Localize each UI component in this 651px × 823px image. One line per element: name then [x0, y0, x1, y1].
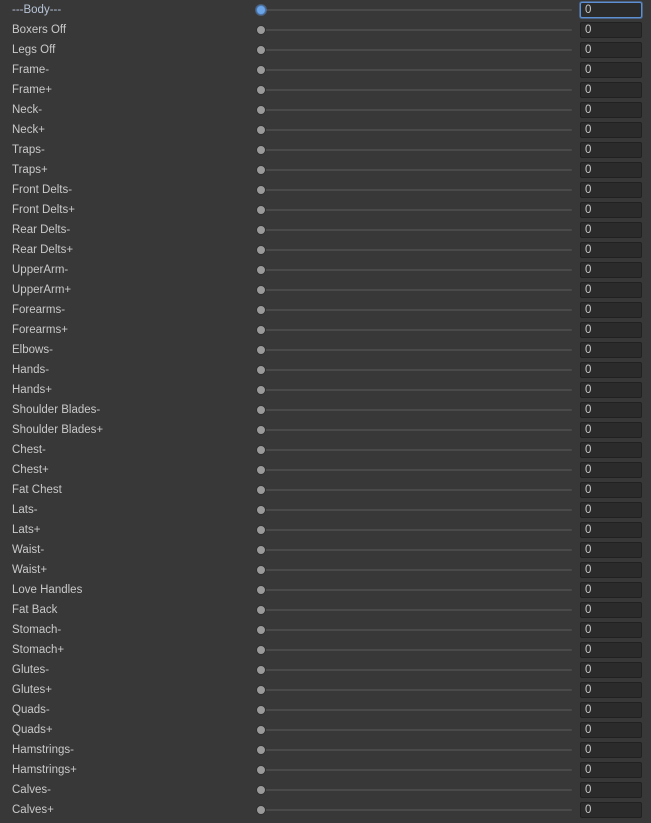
morph-slider[interactable]	[248, 560, 578, 580]
morph-row	[0, 60, 651, 80]
slider-track[interactable]	[260, 249, 572, 251]
morph-row	[0, 40, 651, 60]
morph-value-input[interactable]: 0	[580, 142, 642, 158]
morph-value-input[interactable]: 0	[580, 622, 642, 638]
morph-label: Quads-	[12, 704, 50, 716]
slider-track[interactable]	[260, 629, 572, 631]
morph-label: Rear Delts-	[12, 224, 71, 236]
morph-slider[interactable]	[248, 20, 578, 40]
slider-track[interactable]	[260, 769, 572, 771]
slider-track[interactable]	[260, 529, 572, 531]
morph-value-input[interactable]: 0	[580, 62, 642, 78]
morph-row	[0, 180, 651, 200]
slider-track[interactable]	[260, 69, 572, 71]
slider-track[interactable]	[260, 749, 572, 751]
morph-label: Quads+	[12, 724, 53, 736]
morph-value-input[interactable]: 0	[580, 682, 642, 698]
slider-knob[interactable]	[256, 225, 266, 235]
morph-slider[interactable]	[248, 440, 578, 460]
morph-row	[0, 300, 651, 320]
morph-value-input[interactable]: 0	[580, 102, 642, 118]
slider-knob[interactable]	[256, 745, 266, 755]
morph-value-input[interactable]: 0	[580, 642, 642, 658]
morph-slider[interactable]	[248, 300, 578, 320]
morph-slider[interactable]	[248, 760, 578, 780]
slider-knob[interactable]	[256, 305, 266, 315]
morph-row	[0, 280, 651, 300]
morph-row	[0, 680, 651, 700]
morph-slider[interactable]	[248, 240, 578, 260]
morph-label: Chest+	[12, 464, 49, 476]
morph-value-input[interactable]: 0	[580, 382, 642, 398]
morph-label: Waist-	[12, 544, 45, 556]
morph-label: Shoulder Blades+	[12, 424, 104, 436]
morph-value-input[interactable]: 0	[580, 762, 642, 778]
morph-label: Traps+	[12, 164, 48, 176]
morph-label: Rear Delts+	[12, 244, 74, 256]
morph-row	[0, 500, 651, 520]
morph-row	[0, 700, 651, 720]
morph-row	[0, 200, 651, 220]
slider-track[interactable]	[260, 329, 572, 331]
morph-label: Boxers Off	[12, 24, 67, 36]
morph-value-input[interactable]: 0	[580, 262, 642, 278]
morph-label: UpperArm+	[12, 284, 72, 296]
morph-value-input[interactable]: 0	[580, 342, 642, 358]
slider-knob[interactable]	[256, 705, 266, 715]
morph-row	[0, 460, 651, 480]
slider-track[interactable]	[260, 449, 572, 451]
morph-label: Fat Back	[12, 604, 58, 616]
slider-knob[interactable]	[256, 645, 266, 655]
slider-track[interactable]	[260, 229, 572, 231]
slider-track[interactable]	[260, 489, 572, 491]
slider-track[interactable]	[260, 29, 572, 31]
morph-slider[interactable]	[248, 60, 578, 80]
morph-value-input[interactable]: 0	[580, 182, 642, 198]
slider-track[interactable]	[260, 369, 572, 371]
slider-track[interactable]	[260, 149, 572, 151]
morph-value-input[interactable]: 0	[580, 282, 642, 298]
morph-value-input[interactable]: 0	[580, 402, 642, 418]
morph-row	[0, 780, 651, 800]
morph-slider[interactable]	[248, 400, 578, 420]
morph-label: Shoulder Blades-	[12, 404, 101, 416]
morph-slider[interactable]	[248, 420, 578, 440]
morph-label: Elbows-	[12, 344, 53, 356]
slider-knob[interactable]	[256, 425, 266, 435]
morph-value-input[interactable]: 0	[580, 662, 642, 678]
morph-slider[interactable]	[248, 700, 578, 720]
morph-row	[0, 480, 651, 500]
slider-knob[interactable]	[256, 785, 266, 795]
morph-label: Frame-	[12, 64, 50, 76]
slider-knob[interactable]	[256, 365, 266, 375]
morph-slider[interactable]	[248, 200, 578, 220]
morph-value-input[interactable]: 0	[580, 462, 642, 478]
morph-value-input[interactable]: 0	[580, 422, 642, 438]
slider-knob[interactable]	[256, 125, 266, 135]
morph-slider[interactable]	[248, 680, 578, 700]
morph-label: Chest-	[12, 444, 46, 456]
morph-label: Neck-	[12, 104, 43, 116]
morph-value-input[interactable]: 0	[580, 22, 642, 38]
slider-track[interactable]	[260, 289, 572, 291]
slider-track[interactable]	[260, 389, 572, 391]
slider-track[interactable]	[260, 49, 572, 51]
morph-row	[0, 20, 651, 40]
morph-row	[0, 580, 651, 600]
morph-slider[interactable]	[248, 800, 578, 820]
slider-track[interactable]	[260, 669, 572, 671]
morph-row	[0, 800, 651, 820]
slider-track[interactable]	[260, 649, 572, 651]
slider-track[interactable]	[260, 309, 572, 311]
slider-knob[interactable]	[256, 25, 266, 35]
morph-slider[interactable]	[248, 780, 578, 800]
slider-track[interactable]	[260, 9, 572, 11]
slider-track[interactable]	[260, 589, 572, 591]
morph-slider[interactable]	[248, 740, 578, 760]
morph-row	[0, 400, 651, 420]
slider-knob[interactable]	[256, 385, 266, 395]
slider-knob[interactable]	[256, 685, 266, 695]
morph-value-input[interactable]: 0	[580, 442, 642, 458]
morph-label: Legs Off	[12, 44, 56, 56]
slider-knob[interactable]	[256, 65, 266, 75]
morph-slider[interactable]	[248, 220, 578, 240]
morph-row	[0, 740, 651, 760]
slider-knob[interactable]	[256, 345, 266, 355]
slider-knob[interactable]	[256, 445, 266, 455]
morph-label: Neck+	[12, 124, 45, 136]
slider-track[interactable]	[260, 429, 572, 431]
morph-row	[0, 600, 651, 620]
morph-value-input[interactable]: 0	[580, 162, 642, 178]
morph-label: Calves-	[12, 784, 51, 796]
morph-slider[interactable]	[248, 140, 578, 160]
morph-row	[0, 360, 651, 380]
slider-track[interactable]	[260, 129, 572, 131]
slider-knob[interactable]	[256, 285, 266, 295]
morph-label: Front Delts-	[12, 184, 73, 196]
morph-value-input[interactable]: 0	[580, 702, 642, 718]
slider-knob[interactable]	[256, 565, 266, 575]
slider-track[interactable]	[260, 709, 572, 711]
morph-label: Traps-	[12, 144, 45, 156]
slider-knob[interactable]	[256, 485, 266, 495]
morph-label: Front Delts+	[12, 204, 75, 216]
morph-row	[0, 420, 651, 440]
morph-slider[interactable]	[248, 320, 578, 340]
morph-value-input[interactable]: 0	[580, 522, 642, 538]
morph-label: Stomach+	[12, 644, 65, 656]
morph-slider[interactable]	[248, 40, 578, 60]
morph-label: Forearms+	[12, 324, 68, 336]
morph-row	[0, 220, 651, 240]
slider-track[interactable]	[260, 469, 572, 471]
morph-row	[0, 160, 651, 180]
morph-label: Hamstrings+	[12, 764, 77, 776]
morph-slider[interactable]	[248, 380, 578, 400]
morph-value-input[interactable]: 0	[580, 322, 642, 338]
morph-value-input[interactable]: 0	[580, 482, 642, 498]
morph-slider[interactable]	[248, 640, 578, 660]
morph-slider[interactable]	[248, 360, 578, 380]
slider-track[interactable]	[260, 269, 572, 271]
morph-label: Hands-	[12, 364, 50, 376]
slider-track[interactable]	[260, 549, 572, 551]
slider-knob[interactable]	[256, 605, 266, 615]
morph-label: Love Handles	[12, 584, 83, 596]
morph-row	[0, 240, 651, 260]
slider-track[interactable]	[260, 209, 572, 211]
morph-label: Hands+	[12, 384, 52, 396]
morph-label: Stomach-	[12, 624, 62, 636]
morph-row	[0, 80, 651, 100]
morph-slider[interactable]	[248, 160, 578, 180]
slider-knob[interactable]	[256, 165, 266, 175]
morph-value-input[interactable]: 0	[580, 782, 642, 798]
slider-knob[interactable]	[256, 405, 266, 415]
morph-value-input[interactable]: 0	[580, 602, 642, 618]
morph-row	[0, 540, 651, 560]
slider-track[interactable]	[260, 169, 572, 171]
slider-knob[interactable]	[256, 185, 266, 195]
morph-slider[interactable]	[248, 620, 578, 640]
morph-label: Calves+	[12, 804, 54, 816]
morph-slider[interactable]	[248, 460, 578, 480]
morph-slider[interactable]	[248, 280, 578, 300]
slider-knob[interactable]	[256, 265, 266, 275]
morph-row	[0, 100, 651, 120]
slider-track[interactable]	[260, 689, 572, 691]
morph-label: Glutes-	[12, 664, 50, 676]
slider-knob[interactable]	[256, 465, 266, 475]
morph-value-input[interactable]: 0	[580, 362, 642, 378]
morph-value-input[interactable]: 0	[580, 42, 642, 58]
slider-knob[interactable]	[256, 585, 266, 595]
morph-label: Waist+	[12, 564, 48, 576]
slider-knob[interactable]	[256, 525, 266, 535]
slider-knob[interactable]	[256, 145, 266, 155]
morph-value-input[interactable]: 0	[580, 2, 642, 18]
slider-track[interactable]	[260, 189, 572, 191]
morph-slider[interactable]	[248, 580, 578, 600]
slider-track[interactable]	[260, 109, 572, 111]
slider-knob[interactable]	[256, 105, 266, 115]
slider-track[interactable]	[260, 569, 572, 571]
morph-row	[0, 720, 651, 740]
slider-knob[interactable]	[256, 45, 266, 55]
morph-slider[interactable]	[248, 500, 578, 520]
morph-label: ---Body---	[12, 4, 62, 16]
morph-label: Glutes+	[12, 684, 52, 696]
morph-value-input[interactable]: 0	[580, 242, 642, 258]
slider-knob[interactable]	[256, 325, 266, 335]
slider-track[interactable]	[260, 89, 572, 91]
morph-label: Fat Chest	[12, 484, 62, 496]
morph-value-input[interactable]: 0	[580, 542, 642, 558]
morph-row	[0, 320, 651, 340]
morph-slider[interactable]	[248, 260, 578, 280]
morph-label: Lats-	[12, 504, 38, 516]
morph-row	[0, 260, 651, 280]
morph-slider[interactable]	[248, 100, 578, 120]
slider-track[interactable]	[260, 349, 572, 351]
morph-row	[0, 620, 651, 640]
morph-value-input[interactable]: 0	[580, 562, 642, 578]
morph-slider[interactable]	[248, 540, 578, 560]
morph-row	[0, 340, 651, 360]
slider-track[interactable]	[260, 609, 572, 611]
morph-value-input[interactable]: 0	[580, 742, 642, 758]
morph-slider[interactable]	[248, 340, 578, 360]
morph-row	[0, 560, 651, 580]
slider-knob[interactable]	[256, 625, 266, 635]
morph-slider[interactable]	[248, 660, 578, 680]
morph-value-input[interactable]: 0	[580, 122, 642, 138]
morph-row	[0, 0, 651, 20]
morph-row	[0, 640, 651, 660]
morph-label: Lats+	[12, 524, 41, 536]
morph-slider[interactable]	[248, 520, 578, 540]
morph-value-input[interactable]: 0	[580, 202, 642, 218]
slider-knob[interactable]	[256, 505, 266, 515]
morph-slider[interactable]	[248, 0, 578, 20]
slider-knob[interactable]	[256, 765, 266, 775]
slider-knob[interactable]	[256, 85, 266, 95]
morph-row	[0, 140, 651, 160]
morph-label: Hamstrings-	[12, 744, 74, 756]
slider-track[interactable]	[260, 809, 572, 811]
morph-value-input[interactable]: 0	[580, 82, 642, 98]
morph-label: Forearms-	[12, 304, 66, 316]
slider-knob[interactable]	[256, 205, 266, 215]
morph-row	[0, 380, 651, 400]
morph-slider[interactable]	[248, 180, 578, 200]
slider-track[interactable]	[260, 509, 572, 511]
slider-knob[interactable]	[256, 665, 266, 675]
morph-label: UpperArm-	[12, 264, 69, 276]
slider-track[interactable]	[260, 789, 572, 791]
slider-track[interactable]	[260, 409, 572, 411]
morph-row	[0, 440, 651, 460]
morph-value-input[interactable]: 0	[580, 722, 642, 738]
morph-row	[0, 520, 651, 540]
morph-value-input[interactable]: 0	[580, 502, 642, 518]
slider-knob[interactable]	[256, 725, 266, 735]
morph-value-input[interactable]: 0	[580, 582, 642, 598]
slider-knob[interactable]	[256, 805, 266, 815]
morph-slider[interactable]	[248, 600, 578, 620]
slider-knob[interactable]	[256, 245, 266, 255]
morph-slider[interactable]	[248, 80, 578, 100]
morph-slider[interactable]	[248, 480, 578, 500]
slider-knob[interactable]	[256, 545, 266, 555]
morph-label: Frame+	[12, 84, 52, 96]
morph-value-input[interactable]: 0	[580, 222, 642, 238]
morph-row	[0, 660, 651, 680]
morph-slider[interactable]	[248, 720, 578, 740]
morph-slider[interactable]	[248, 120, 578, 140]
morph-row	[0, 760, 651, 780]
morph-row	[0, 120, 651, 140]
morph-value-input[interactable]: 0	[580, 302, 642, 318]
morph-value-input[interactable]: 0	[580, 802, 642, 818]
slider-track[interactable]	[260, 729, 572, 731]
slider-knob[interactable]	[256, 5, 266, 15]
